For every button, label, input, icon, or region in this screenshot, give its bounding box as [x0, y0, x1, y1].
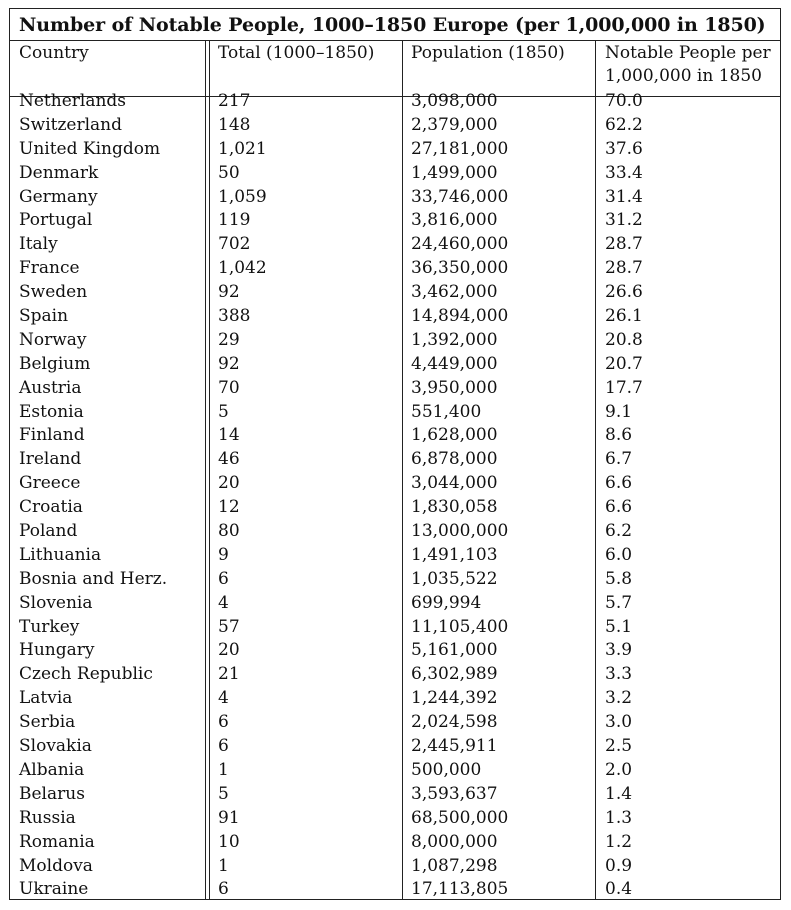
cell-population: 4,449,000: [411, 353, 498, 374]
cell-country: United Kingdom: [19, 138, 161, 159]
table-row: [10, 233, 780, 257]
cell-country: Romania: [19, 831, 95, 852]
cell-population: 3,044,000: [411, 473, 498, 494]
cell-population: 699,994: [411, 592, 482, 613]
notable-people-table: [9, 8, 781, 900]
cell-population: 14,894,000: [411, 306, 509, 327]
cell-country: Albania: [19, 759, 85, 780]
cell-population: 3,950,000: [411, 377, 498, 398]
table-row: [10, 616, 780, 640]
table-row: [10, 735, 780, 759]
cell-total: 1,021: [218, 138, 267, 159]
table-row: [10, 90, 780, 114]
cell-total: 1: [218, 855, 229, 876]
cell-country: Estonia: [19, 401, 84, 422]
cell-country: Turkey: [19, 616, 80, 637]
cell-per-million: 20.7: [605, 353, 643, 374]
table-row: [10, 377, 780, 401]
cell-country: Belarus: [19, 783, 85, 804]
cell-country: Croatia: [19, 497, 83, 518]
cell-country: Bosnia and Herz.: [19, 568, 168, 589]
cell-total: 14: [218, 425, 240, 446]
cell-per-million: 2.5: [605, 736, 633, 757]
table-row: [10, 138, 780, 162]
cell-population: 13,000,000: [411, 521, 509, 542]
cell-total: 91: [218, 807, 240, 828]
cell-country: Italy: [19, 234, 58, 255]
cell-total: 21: [218, 664, 240, 685]
table-row: [10, 424, 780, 448]
cell-population: 27,181,000: [411, 138, 509, 159]
cell-total: 6: [218, 879, 229, 900]
table-row: [10, 544, 780, 568]
cell-country: Finland: [19, 425, 85, 446]
cell-country: France: [19, 258, 80, 279]
table-row: [10, 687, 780, 711]
cell-population: 5,161,000: [411, 640, 498, 661]
cell-population: 1,830,058: [411, 497, 498, 518]
cell-country: Ukraine: [19, 879, 89, 900]
table-row: [10, 878, 780, 902]
cell-country: Russia: [19, 807, 76, 828]
cell-per-million: 17.7: [605, 377, 643, 398]
cell-population: 1,392,000: [411, 329, 498, 350]
cell-population: 1,499,000: [411, 162, 498, 183]
cell-country: Hungary: [19, 640, 95, 661]
table-row: [10, 831, 780, 855]
cell-total: 5: [218, 401, 229, 422]
table-row: [10, 711, 780, 735]
table-row: [10, 663, 780, 687]
cell-per-million: 20.8: [605, 329, 643, 350]
cell-per-million: 0.4: [605, 879, 633, 900]
table-row: [10, 353, 780, 377]
cell-population: 17,113,805: [411, 879, 509, 900]
cell-total: 70: [218, 377, 240, 398]
cell-per-million: 6.6: [605, 473, 633, 494]
cell-population: 1,087,298: [411, 855, 498, 876]
cell-country: Spain: [19, 306, 69, 327]
cell-per-million: 5.7: [605, 592, 633, 613]
cell-country: Germany: [19, 186, 98, 207]
cell-per-million: 0.9: [605, 855, 633, 876]
cell-total: 4: [218, 592, 229, 613]
cell-per-million: 28.7: [605, 258, 643, 279]
cell-per-million: 5.1: [605, 616, 633, 637]
cell-population: 11,105,400: [411, 616, 509, 637]
cell-per-million: 26.1: [605, 306, 643, 327]
cell-per-million: 6.2: [605, 521, 633, 542]
cell-total: 388: [218, 306, 251, 327]
cell-total: 4: [218, 688, 229, 709]
cell-population: 6,302,989: [411, 664, 498, 685]
cell-population: 3,462,000: [411, 282, 498, 303]
cell-per-million: 8.6: [605, 425, 633, 446]
table-row: [10, 209, 780, 233]
cell-country: Serbia: [19, 712, 76, 733]
table-row: [10, 281, 780, 305]
cell-total: 1,059: [218, 186, 267, 207]
cell-total: 20: [218, 473, 240, 494]
cell-population: 3,098,000: [411, 91, 498, 111]
table-row: [10, 855, 780, 879]
header-per-million-line1: Notable People per: [605, 43, 771, 63]
table-row: [10, 807, 780, 831]
cell-per-million: 31.4: [605, 186, 643, 207]
cell-total: 9: [218, 544, 229, 565]
cell-total: 20: [218, 640, 240, 661]
cell-total: 10: [218, 831, 240, 852]
cell-country: Switzerland: [19, 114, 123, 135]
cell-country: Norway: [19, 329, 87, 350]
cell-per-million: 62.2: [605, 114, 643, 135]
table-row: [10, 520, 780, 544]
header-country: Country: [19, 43, 89, 63]
table-row: [10, 592, 780, 616]
cell-population: 6,878,000: [411, 449, 498, 470]
table-row: [10, 639, 780, 663]
cell-total: 6: [218, 736, 229, 757]
cell-country: Ireland: [19, 449, 82, 470]
header-per-million: [605, 42, 771, 88]
cell-total: 119: [218, 210, 251, 231]
cell-per-million: 6.0: [605, 544, 633, 565]
header-population: Population (1850): [411, 43, 565, 63]
cell-country: Portugal: [19, 210, 93, 231]
cell-population: 3,816,000: [411, 210, 498, 231]
cell-country: Slovakia: [19, 736, 92, 757]
cell-total: 6: [218, 712, 229, 733]
cell-country: Netherlands: [19, 91, 127, 111]
cell-total: 57: [218, 616, 240, 637]
cell-country: Lithuania: [19, 544, 102, 565]
cell-population: 2,445,911: [411, 736, 498, 757]
cell-population: 500,000: [411, 759, 482, 780]
cell-population: 1,491,103: [411, 544, 498, 565]
cell-population: 24,460,000: [411, 234, 509, 255]
table-row: [10, 305, 780, 329]
cell-population: 36,350,000: [411, 258, 509, 279]
table-row: [10, 783, 780, 807]
table-row: [10, 186, 780, 210]
cell-population: 33,746,000: [411, 186, 509, 207]
table-row: [10, 401, 780, 425]
cell-country: Czech Republic: [19, 664, 153, 685]
cell-per-million: 1.2: [605, 831, 633, 852]
cell-per-million: 5.8: [605, 568, 633, 589]
cell-total: 5: [218, 783, 229, 804]
cell-total: 702: [218, 234, 251, 255]
cell-per-million: 3.2: [605, 688, 633, 709]
cell-population: 68,500,000: [411, 807, 509, 828]
cell-per-million: 3.3: [605, 664, 633, 685]
table-body: [10, 90, 780, 902]
cell-population: 2,379,000: [411, 114, 498, 135]
table-row: [10, 257, 780, 281]
table-row: [10, 759, 780, 783]
table-title: Number of Notable People, 1000–1850 Europe (per 1,000,000 in 1850): [10, 9, 780, 41]
table-row: [10, 568, 780, 592]
header-total: Total (1000–1850): [218, 43, 375, 63]
table-row: [10, 448, 780, 472]
cell-total: 92: [218, 282, 240, 303]
cell-per-million: 37.6: [605, 138, 643, 159]
cell-population: 1,244,392: [411, 688, 498, 709]
table-row: [10, 472, 780, 496]
cell-country: Belgium: [19, 353, 91, 374]
cell-total: 1,042: [218, 258, 267, 279]
cell-total: 92: [218, 353, 240, 374]
cell-country: Moldova: [19, 855, 93, 876]
cell-total: 1: [218, 759, 229, 780]
cell-total: 46: [218, 449, 240, 470]
cell-per-million: 3.0: [605, 712, 633, 733]
cell-country: Sweden: [19, 282, 88, 303]
cell-per-million: 70.0: [605, 91, 643, 111]
cell-country: Greece: [19, 473, 81, 494]
cell-population: 1,035,522: [411, 568, 498, 589]
cell-total: 29: [218, 329, 240, 350]
cell-per-million: 1.3: [605, 807, 633, 828]
cell-per-million: 33.4: [605, 162, 643, 183]
cell-per-million: 31.2: [605, 210, 643, 231]
cell-total: 50: [218, 162, 240, 183]
cell-per-million: 3.9: [605, 640, 633, 661]
cell-total: 217: [218, 91, 251, 111]
cell-population: 551,400: [411, 401, 482, 422]
cell-per-million: 1.4: [605, 783, 633, 804]
cell-per-million: 2.0: [605, 759, 633, 780]
cell-country: Denmark: [19, 162, 99, 183]
cell-total: 12: [218, 497, 240, 518]
cell-per-million: 28.7: [605, 234, 643, 255]
cell-country: Latvia: [19, 688, 73, 709]
cell-country: Poland: [19, 521, 78, 542]
cell-total: 6: [218, 568, 229, 589]
table-row: [10, 329, 780, 353]
cell-country: Austria: [19, 377, 82, 398]
table-row: [10, 162, 780, 186]
cell-population: 3,593,637: [411, 783, 498, 804]
cell-per-million: 26.6: [605, 282, 643, 303]
cell-population: 1,628,000: [411, 425, 498, 446]
cell-per-million: 6.6: [605, 497, 633, 518]
cell-per-million: 6.7: [605, 449, 633, 470]
cell-per-million: 9.1: [605, 401, 633, 422]
cell-total: 148: [218, 114, 251, 135]
cell-population: 2,024,598: [411, 712, 498, 733]
cell-total: 80: [218, 521, 240, 542]
header-per-million-line2: 1,000,000 in 1850: [605, 66, 762, 86]
cell-country: Slovenia: [19, 592, 93, 613]
table-row: [10, 114, 780, 138]
table-row: [10, 496, 780, 520]
cell-population: 8,000,000: [411, 831, 498, 852]
